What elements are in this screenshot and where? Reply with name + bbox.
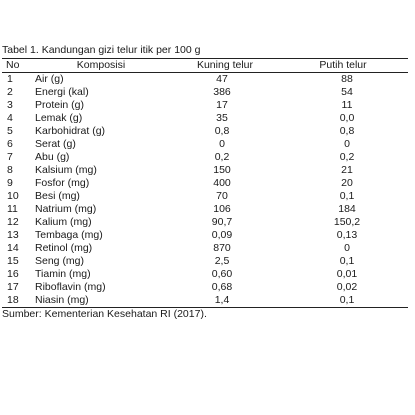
cell-kuning-telur: 0,09: [211, 229, 233, 241]
cell-komposisi: Kalsium (mg): [35, 164, 97, 176]
table-row: [2, 229, 408, 242]
cell-putih-telur: 0,13: [336, 229, 358, 241]
cell-komposisi: Natrium (mg): [35, 203, 97, 215]
cell-kuning-telur: 0,68: [211, 281, 233, 293]
table-body: [2, 73, 408, 308]
header-no: No: [2, 59, 30, 73]
table-row: [2, 190, 408, 203]
cell-komposisi: Lemak (g): [35, 112, 83, 124]
cell-no: 9: [7, 177, 13, 189]
cell-kuning-telur: 150: [213, 164, 231, 176]
cell-komposisi: Retinol (mg): [35, 242, 93, 254]
cell-putih-telur: 21: [341, 164, 353, 176]
cell-no: 14: [7, 242, 19, 254]
document: [2, 44, 412, 321]
cell-komposisi: Fosfor (mg): [35, 177, 90, 189]
cell-putih-telur: 0: [344, 242, 350, 254]
cell-kuning-telur: 0: [219, 138, 225, 150]
cell-putih-telur: 0,8: [339, 125, 355, 137]
cell-putih-telur: 11: [341, 99, 353, 111]
table-row: [2, 125, 408, 138]
cell-kuning-telur: 90,7: [211, 216, 233, 228]
cell-komposisi: Protein (g): [35, 99, 85, 111]
cell-no: 1: [7, 73, 13, 85]
table-source: Sumber: Kementerian Kesehatan RI (2017).: [2, 308, 207, 320]
cell-no: 8: [7, 164, 13, 176]
cell-kuning-telur: 106: [213, 203, 231, 215]
table-row: [2, 151, 408, 164]
cell-putih-telur: 0,0: [339, 112, 355, 124]
table-caption: Tabel 1. Kandungan gizi telur itik per 100 g: [2, 44, 201, 56]
cell-kuning-telur: 0,60: [211, 268, 233, 280]
cell-no: 10: [7, 190, 19, 202]
cell-komposisi: Niasin (mg): [30, 294, 172, 308]
cell-komposisi: Seng (mg): [35, 255, 85, 267]
cell-putih-telur: 184: [338, 203, 356, 215]
table-row: [2, 242, 408, 255]
cell-kuning-telur: 2,5: [214, 255, 230, 267]
cell-komposisi: Kalium (mg): [35, 216, 92, 228]
header-komposisi: Komposisi: [30, 59, 172, 73]
cell-komposisi: Abu (g): [35, 151, 70, 163]
cell-no: 7: [7, 151, 13, 163]
table-row: [2, 112, 408, 125]
cell-putih-telur: 0,1: [339, 255, 355, 267]
cell-kuning-telur: 17: [216, 99, 228, 111]
cell-no: 16: [7, 268, 19, 280]
cell-no: 6: [7, 138, 13, 150]
cell-kuning-telur: 870: [213, 242, 231, 254]
header-kuning-telur: Kuning telur: [172, 59, 278, 73]
cell-no: 3: [7, 99, 13, 111]
cell-komposisi: Tembaga (mg): [35, 229, 103, 241]
cell-kuning-telur: 70: [216, 190, 228, 202]
cell-no: 5: [7, 125, 13, 137]
cell-no: 11: [7, 203, 18, 215]
cell-kuning-telur: 0,8: [214, 125, 230, 137]
table-row: [2, 86, 408, 99]
cell-no: 2: [7, 86, 13, 98]
cell-no: 17: [7, 281, 19, 293]
table-row: [2, 138, 408, 151]
cell-putih-telur: 20: [341, 177, 353, 189]
nutrition-table: [2, 58, 408, 308]
cell-no: 18: [2, 294, 30, 308]
cell-komposisi: Tiamin (mg): [35, 268, 91, 280]
cell-no: 15: [7, 255, 19, 267]
table-row: [2, 255, 408, 268]
cell-komposisi: Serat (g): [35, 138, 76, 150]
cell-putih-telur: 0,01: [336, 268, 358, 280]
table-row: [2, 177, 408, 190]
cell-komposisi: Besi (mg): [35, 190, 80, 202]
cell-komposisi: Energi (kal): [35, 86, 89, 98]
cell-komposisi: Riboflavin (mg): [35, 281, 106, 293]
table-row: [2, 281, 408, 294]
table-row: [2, 99, 408, 112]
cell-no: 12: [7, 216, 19, 228]
cell-putih-telur: 0,1: [339, 190, 355, 202]
cell-komposisi: Air (g): [35, 73, 64, 85]
table-header-row: [2, 59, 408, 73]
table-row: [2, 164, 408, 177]
cell-putih-telur: 150,2: [333, 216, 361, 228]
header-putih-telur: Putih telur: [278, 59, 408, 73]
cell-kuning-telur: 1,4: [172, 294, 278, 308]
cell-putih-telur: 88: [341, 73, 353, 85]
table-row: [2, 203, 408, 216]
cell-no: 13: [7, 229, 19, 241]
cell-putih-telur: 54: [341, 86, 353, 98]
cell-no: 4: [7, 112, 13, 124]
cell-kuning-telur: 400: [213, 177, 231, 189]
cell-kuning-telur: 386: [213, 86, 231, 98]
table-row: [2, 294, 408, 308]
table-row: [2, 73, 408, 87]
cell-putih-telur: 0: [344, 138, 350, 150]
cell-putih-telur: 0,1: [278, 294, 408, 308]
cell-putih-telur: 0,2: [339, 151, 355, 163]
table-row: [2, 268, 408, 281]
cell-kuning-telur: 47: [216, 73, 228, 85]
table-row: [2, 216, 408, 229]
cell-komposisi: Karbohidrat (g): [35, 125, 106, 137]
cell-kuning-telur: 35: [216, 112, 228, 124]
cell-kuning-telur: 0,2: [214, 151, 230, 163]
cell-putih-telur: 0,02: [336, 281, 358, 293]
